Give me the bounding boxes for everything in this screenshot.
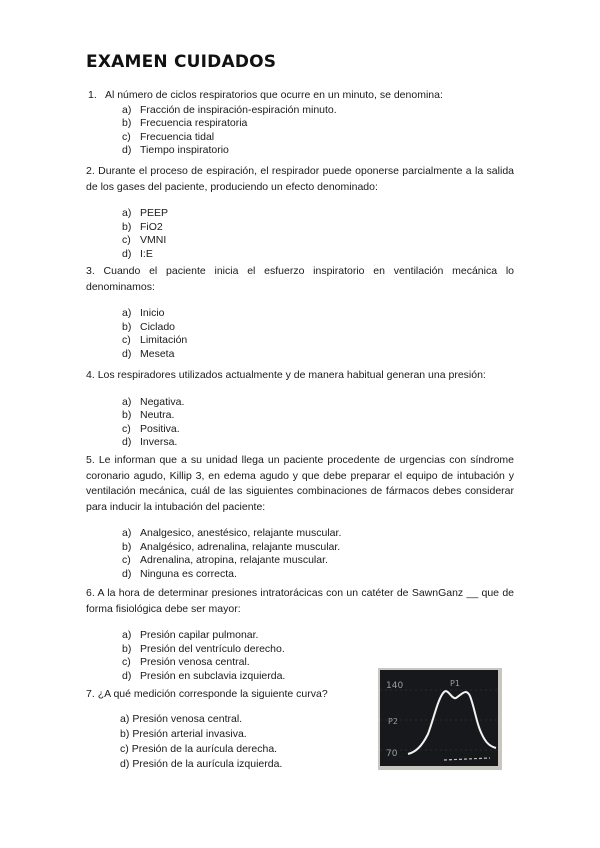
question-4-stem [86, 368, 514, 384]
option-a[interactable]: a) Negativa. [122, 395, 185, 408]
question-text: Cuando el paciente inicia el esfuerzo inspiratorio en ventilación mecánica lo denominamos: [86, 265, 514, 293]
question-number: 3. [86, 265, 95, 277]
option-b[interactable]: b) Neutra. [122, 409, 175, 421]
question-text: Al número de ciclos respiratorios que ocurre en un minuto, se denomina: [104, 89, 443, 101]
option-b[interactable]: b) Analgésico, adrenalina, relajante muscular. [122, 540, 341, 553]
option-c[interactable]: c) Presión de la aurícula derecha. [120, 742, 278, 755]
option-b[interactable]: b) Ciclado [122, 320, 176, 333]
question-2-options [86, 207, 514, 261]
question-4 [86, 368, 514, 450]
question-text: Durante el proceso de espiración, el respirador puede oponerse parcialmente a la salida de los gases del paciente, produciendo un efecto denominado: [86, 165, 514, 193]
option-c[interactable]: c) Adrenalina, atropina, relajante muscular. [122, 554, 328, 566]
option-c[interactable]: c) Positiva. [122, 422, 180, 435]
question-text: Los respiradores utilizados actualmente y de manera habitual generan una presión: [97, 369, 486, 381]
question-1-options [86, 104, 514, 158]
label-70: 70 [386, 749, 398, 759]
option-a[interactable]: a) Presión capilar pulmonar. [122, 629, 259, 641]
question-number: 1. [88, 89, 97, 101]
question-3-options [86, 307, 514, 361]
option-c[interactable]: c) VMNI [122, 234, 167, 246]
option-d[interactable]: d) I:E [122, 247, 153, 260]
question-number: 4. [86, 369, 95, 381]
question-text: Le informan que a su unidad llega un paciente procedente de urgencias con síndrome coronario agudo, Killip 3, en edema agudo y que debe preparar el equipo de intubación y ventilación mecánica, cuál de las siguientes combinaciones de fármacos debes considerar para inducir la intubación del paciente: [86, 454, 514, 513]
question-4-options [86, 396, 514, 450]
question-5-stem [86, 453, 514, 515]
option-b[interactable]: b) FiO2 [122, 220, 163, 233]
option-b[interactable]: b) Presión arterial invasiva. [120, 727, 247, 740]
question-3-stem [86, 264, 514, 295]
option-c[interactable]: c) Presión venosa central. [122, 656, 250, 668]
label-p2: P2 [388, 717, 398, 726]
question-number: 7. [86, 688, 95, 700]
question-1-stem [86, 88, 514, 104]
question-text: ¿A qué medición corresponde la siguiente curva? [97, 688, 328, 700]
pressure-curve-image [378, 668, 502, 770]
option-d[interactable]: d) Presión en subclavia izquierda. [122, 669, 286, 682]
option-d[interactable]: d) Inversa. [122, 436, 178, 448]
option-d[interactable]: d) Meseta [122, 347, 175, 360]
question-6-stem [86, 586, 514, 617]
question-5-options [86, 527, 514, 581]
option-d[interactable]: d) Ninguna es correcta. [122, 567, 237, 580]
option-a[interactable]: a) Analgesico, anestésico, relajante muscular. [122, 527, 342, 539]
option-b[interactable]: b) Presión del ventrículo derecho. [122, 642, 285, 655]
option-d[interactable]: d) Presión de la aurícula izquierda. [120, 757, 283, 770]
option-a[interactable]: a) Inicio [122, 307, 165, 319]
question-1 [86, 88, 514, 158]
option-a[interactable]: a) Fracción de inspiración-espiración minuto. [122, 103, 337, 116]
question-3 [86, 264, 514, 361]
option-b[interactable]: b) Frecuencia respiratoria [122, 117, 248, 129]
question-text: A la hora de determinar presiones intratorácicas con un catéter de SawnGanz __ que de forma fisiológica debe ser mayor: [86, 587, 515, 615]
question-7-stem [86, 687, 366, 703]
question-number: 2. [86, 165, 95, 177]
question-2 [86, 164, 514, 261]
option-c[interactable]: c) Limitación [122, 334, 188, 346]
exam-title: EXAMEN CUIDADOS [86, 52, 277, 72]
question-2-stem [86, 164, 514, 195]
question-5 [86, 453, 514, 581]
question-number: 5. [86, 454, 95, 466]
question-7 [86, 687, 366, 772]
option-a[interactable]: a) PEEP [122, 207, 169, 219]
question-number: 6. [86, 587, 95, 599]
label-140: 140 [386, 681, 404, 691]
question-7-options [86, 712, 366, 772]
option-d[interactable]: d) Tiempo inspiratorio [122, 144, 229, 156]
option-a[interactable]: a) Presión venosa central. [120, 712, 243, 725]
label-p1: P1 [450, 679, 460, 688]
option-c[interactable]: c) Frecuencia tidal [122, 130, 215, 143]
